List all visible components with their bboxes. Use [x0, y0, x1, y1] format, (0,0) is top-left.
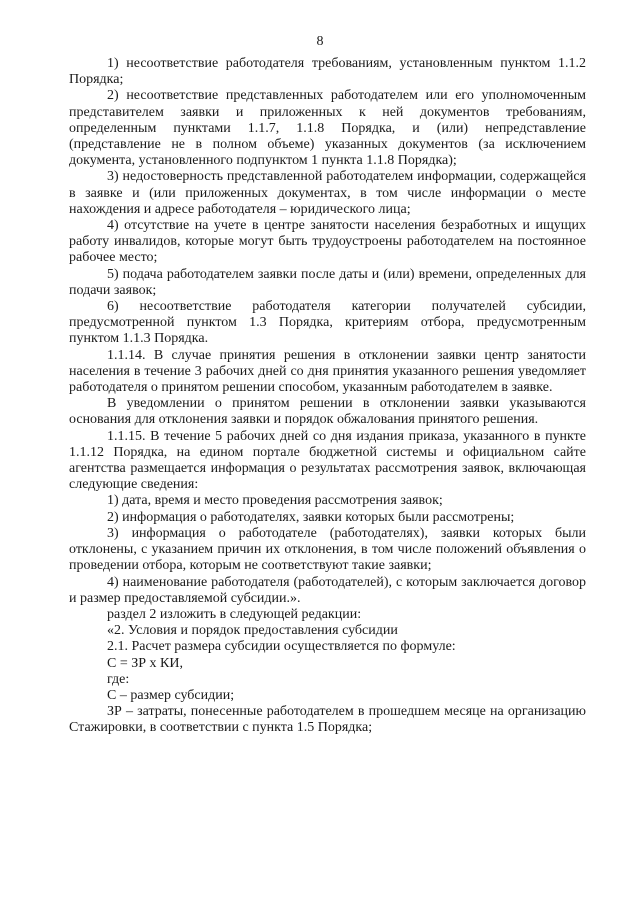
paragraph: 1.1.14. В случае принятия решения в отклонении заявки центр занятости населения в течение 3 рабочих дней со дня принятия указанного решения уведомляет работодателя о принятом решении способом, указанным работодателем в заявке.	[69, 347, 586, 396]
paragraph: ЗР – затраты, понесенные работодателем в прошедшем месяце на организацию Стажировки, в соответствии с пункта 1.5 Порядка;	[69, 704, 586, 736]
paragraph: 2.1. Расчет размера субсидии осуществляется по формуле:	[107, 639, 456, 655]
paragraph: 3) информация о работодателе (работодателях), заявки которых были отклонены, с указанием причин их отклонения, в том числе положений объявления о проведении отбора, которым не соответствуют такие заявки;	[69, 525, 586, 574]
paragraph: В уведомлении о принятом решении в отклонении заявки указываются основания для отклонения заявки и порядок обжалования принятого решения.	[69, 396, 586, 428]
paragraph: 4) отсутствие на учете в центре занятости населения безработных и ищущих работу инвалидов, которые могут быть трудоустроены работодателем на постоянное рабочее место;	[69, 218, 586, 266]
paragraph: раздел 2 изложить в следующей редакции:	[107, 606, 362, 622]
paragraph: 1) несоответствие работодателя требованиям, установленным пунктом 1.1.2 Порядка;	[69, 56, 586, 88]
paragraph: 1) дата, время и место проведения рассмотрения заявок;	[107, 493, 443, 509]
paragraph: 5) подача работодателем заявки после даты и (или) времени, определенных для подачи заявок;	[69, 266, 586, 298]
formula: С = ЗР х КИ,	[107, 655, 183, 671]
paragraph: 4) наименование работодателя (работодателей), с которым заключается договор и размер предоставляемой субсидии.».	[69, 574, 586, 606]
section-heading: «2. Условия и порядок предоставления субсидии	[107, 623, 398, 639]
paragraph: С – размер субсидии;	[107, 687, 235, 703]
page-number: 8	[316, 34, 324, 49]
paragraph: 1.1.15. В течение 5 рабочих дней со дня издания приказа, указанного в пункте 1.1.12 Порядка, на едином портале бюджетной системы и официальном сайте агентства размещается информация о результатах рассмотрения заявок, включающая следующие сведения:	[69, 428, 586, 493]
paragraph: 2) несоответствие представленных работодателем или его уполномоченным представителем заявки и приложенных к ней документов требованиям, определенным пунктами 1.1.7, 1.1.8 Порядка, и (или) непредставление (представление не в полном объеме) указанных документов (за исключением документа, установленного подпунктом 1 пункта 1.1.8 Порядка);	[69, 88, 586, 169]
document-body	[69, 56, 586, 737]
paragraph: 6) несоответствие работодателя категории получателей субсидии, предусмотренной пунктом 1.3 Порядка, критериям отбора, предусмотренным пунктом 1.1.3 Порядка.	[69, 299, 586, 347]
paragraph: где:	[107, 671, 130, 687]
paragraph: 3) недостоверность представленной работодателем информации, содержащейся в заявке и (или приложенных документах, в том числе информации о месте нахождения и адресе работодателя – юридического лица;	[69, 169, 586, 217]
paragraph: 2) информация о работодателях, заявки которых были рассмотрены;	[107, 509, 515, 525]
